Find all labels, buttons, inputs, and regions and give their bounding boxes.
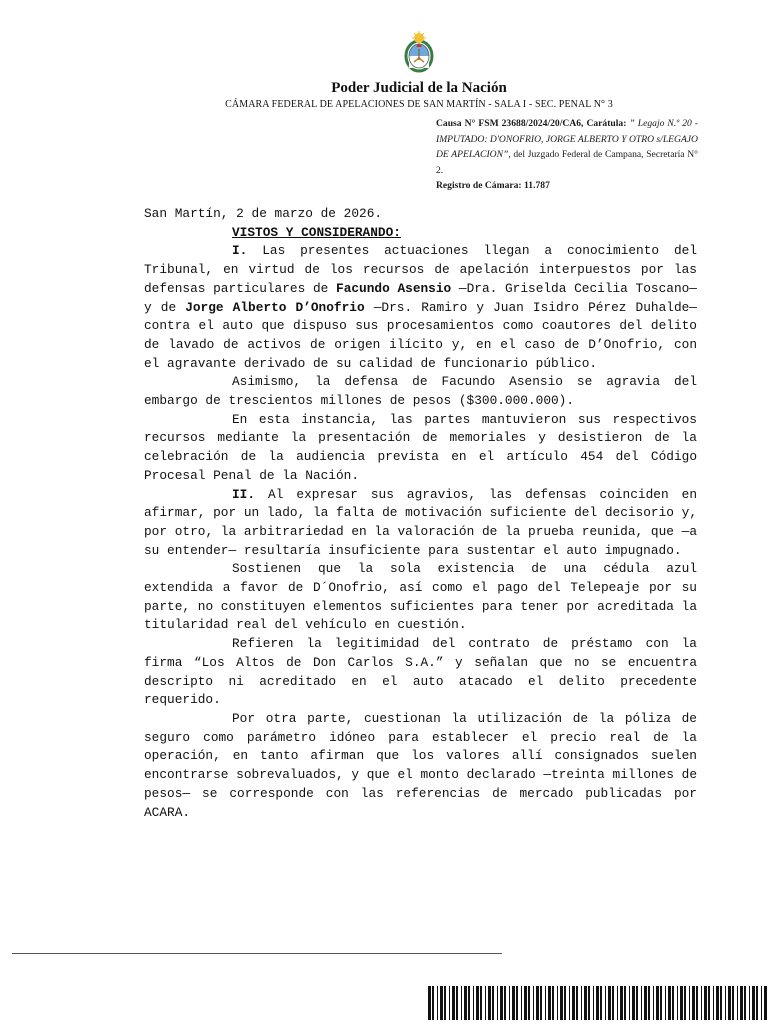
paragraph-3: En esta instancia, las partes mantuvieron sus respectivos recursos mediante la presentación de memoriales y desistieron de la celebración de la audiencia prevista en el artículo 454 del Código Procesal Penal de la Nación. <box>144 411 697 483</box>
roman-numeral-i: I. <box>232 243 248 259</box>
barcode-bar <box>708 986 710 1020</box>
barcode-bar <box>497 986 498 1020</box>
barcode-bar <box>545 986 546 1020</box>
barcode-bar <box>524 986 527 1020</box>
date-line: San Martín, 2 de marzo de 2026. <box>144 206 383 221</box>
barcode-bar <box>728 986 731 1020</box>
barcode-bar <box>536 986 539 1020</box>
barcode-bar <box>660 986 662 1020</box>
barcode-bar <box>665 986 666 1020</box>
barcode-bar <box>653 986 654 1020</box>
p4-text: Al expresar sus agravios, las defensas coinciden en afirmar, por un lado, la falta de motivación suficiente del decisorio y, por otro, la arbitrariedad en la valoración de la prueba reunida, que —a su entender— resultaría insuficiente para sustentar el auto impugnado. <box>144 486 697 558</box>
open-quote: ” <box>629 118 635 129</box>
institution-title: Poder Judicial de la Nación <box>331 80 507 96</box>
barcode-bar <box>452 986 455 1020</box>
paragraph-2: Asimismo, la defensa de Facundo Asensio se agravia del embargo de trescientos millones de pesos ($300.000.000). <box>144 374 697 409</box>
barcode-bar <box>552 986 554 1020</box>
barcode-bar <box>677 986 678 1020</box>
barcode-bar <box>461 986 462 1020</box>
barcode-bar <box>488 986 491 1020</box>
p1-text-b: —Dra. Griselda Cecilia Toscano— y de <box>144 280 697 315</box>
barcode-bar <box>668 986 671 1020</box>
barcode-bar <box>449 986 450 1020</box>
causa-number: N° FSM 23688/2024/20/CA6, Carátula: <box>464 118 630 129</box>
vistos-heading: VISTOS Y CONSIDERANDO: <box>232 224 401 240</box>
barcode-bar <box>540 986 542 1020</box>
barcode-bar <box>716 986 719 1020</box>
barcode-bar <box>504 986 506 1020</box>
barcode-bar <box>581 986 582 1020</box>
barcode-bar <box>533 986 534 1020</box>
barcode-bar <box>572 986 575 1020</box>
barcode-bar <box>648 986 650 1020</box>
barcode-bar <box>641 986 642 1020</box>
barcode-bar <box>512 986 515 1020</box>
barcode-bar <box>620 986 623 1020</box>
barcode-bar <box>752 986 755 1020</box>
document-body <box>144 205 697 822</box>
barcode-bar <box>485 986 486 1020</box>
barcode-bar <box>437 986 438 1020</box>
causa-label: Causa <box>436 118 462 129</box>
barcode-bar <box>656 986 659 1020</box>
footer-divider <box>12 953 502 954</box>
coat-of-arms-icon <box>400 30 438 74</box>
barcode-bar <box>608 986 611 1020</box>
barcode-bar <box>744 986 746 1020</box>
caratula-text: Legajo N.º 20 - IMPUTADO: D'ONOFRIO, JORGE ALBERTO Y OTRO s/LEGAJO DE APELACION <box>436 118 698 160</box>
barcode-bar <box>596 986 599 1020</box>
case-caption <box>436 116 698 194</box>
barcode-bar <box>704 986 707 1020</box>
barcode-bar <box>576 986 578 1020</box>
paragraph-1 <box>144 242 697 373</box>
close-quote: ” <box>502 149 509 160</box>
barcode-bar <box>713 986 714 1020</box>
barcode-bar <box>696 986 698 1020</box>
registro-camara: Registro de Cámara: 11.787 <box>436 180 550 191</box>
barcode-bar <box>560 986 563 1020</box>
barcode-bar <box>617 986 618 1020</box>
barcode-bar <box>557 986 558 1020</box>
barcode-bar <box>672 986 674 1020</box>
barcode-bar <box>689 986 690 1020</box>
barcode-bar <box>749 986 750 1020</box>
barcode-bar <box>564 986 566 1020</box>
barcode-bar <box>500 986 503 1020</box>
barcode-bar <box>444 986 446 1020</box>
barcode-bar <box>605 986 606 1020</box>
barcode-bar <box>764 986 767 1020</box>
barcode-bar <box>644 986 647 1020</box>
barcode-bar <box>588 986 590 1020</box>
barcode-bar <box>548 986 551 1020</box>
barcode-bar <box>732 986 734 1020</box>
barcode-bar <box>584 986 587 1020</box>
barcode-bar <box>468 986 470 1020</box>
barcode-bar <box>492 986 494 1020</box>
barcode-bar <box>569 986 570 1020</box>
paragraph-4 <box>144 486 697 561</box>
chamber-subtitle: CÁMARA FEDERAL DE APELACIONES DE SAN MARTÍN - SALA I - SEC. PENAL N° 3 <box>225 99 613 110</box>
defendant-name-2: Jorge Alberto D’Onofrio <box>185 299 365 315</box>
barcode-bar <box>636 986 638 1020</box>
barcode-bar <box>600 986 602 1020</box>
roman-numeral-ii: II. <box>232 486 256 502</box>
barcode-bar <box>701 986 702 1020</box>
barcode-bar <box>624 986 626 1020</box>
barcode-bar <box>521 986 522 1020</box>
barcode-bar <box>692 986 695 1020</box>
barcode-bar <box>725 986 726 1020</box>
barcode-bar <box>740 986 743 1020</box>
barcode-bar <box>432 986 434 1020</box>
barcode-bar <box>464 986 467 1020</box>
barcode-bar <box>516 986 518 1020</box>
p1-text-c: —Drs. Ramiro y Juan Isidro Pérez Duhalde— contra el auto que dispuso sus procesamientos como coautores del delito de lavado de activos de origen ilícito y, en el caso de D’Onofrio, con el agravante derivado de su calidad de funcionario público. <box>144 299 697 371</box>
barcode-bar <box>737 986 738 1020</box>
barcode-bar <box>476 986 479 1020</box>
paragraph-6: Refieren la legitimidad del contrato de préstamo con la firma “Los Altos de Don Carlos S.A.” y señalan que no se encuentra descripto ni acreditado en el auto atacado el delito precedente requerido. <box>144 636 697 708</box>
barcode-bar <box>428 986 431 1020</box>
barcode-bar <box>593 986 594 1020</box>
p1-text-a: Las presentes actuaciones llegan a conocimiento del Tribunal, en virtud de los recursos de apelación interpuestos por las defensas particulares de <box>144 243 697 296</box>
barcode-bar <box>632 986 635 1020</box>
paragraph-5: Sostienen que la sola existencia de una cédula azul extendida a favor de D´Onofrio, así como el pago del Telepeaje por su parte, no constituyen elementos suficientes para tener por acreditada la titularidad real del vehículo en cuestión. <box>144 561 697 633</box>
barcode-bar <box>480 986 482 1020</box>
barcode-bar <box>612 986 614 1020</box>
barcode-bar <box>720 986 722 1020</box>
barcode-bar <box>509 986 510 1020</box>
barcode-bar <box>680 986 683 1020</box>
barcode-bar <box>440 986 443 1020</box>
paragraph-7: Por otra parte, cuestionan la utilización de la póliza de seguro como parámetro idóneo para establecer el precio real de la operación, en tanto afirman que los valores allí consignados suelen encontrarse sobrevaluados, y que el monto declarado —treinta millones de pesos— se corresponde con las referencias de mercado publicadas por ACARA. <box>144 710 697 820</box>
barcode-bar <box>456 986 458 1020</box>
barcode-bar <box>629 986 630 1020</box>
barcode-icon <box>428 986 768 1020</box>
defendant-name-1: Facundo Asensio <box>336 280 452 296</box>
court-text: , del Juzgado Federal de Campana, Secretaría N° 2. <box>436 149 698 176</box>
barcode-bar <box>756 986 758 1020</box>
barcode-bar <box>761 986 762 1020</box>
barcode-bar <box>528 986 530 1020</box>
barcode-bar <box>473 986 474 1020</box>
barcode-bar <box>684 986 686 1020</box>
